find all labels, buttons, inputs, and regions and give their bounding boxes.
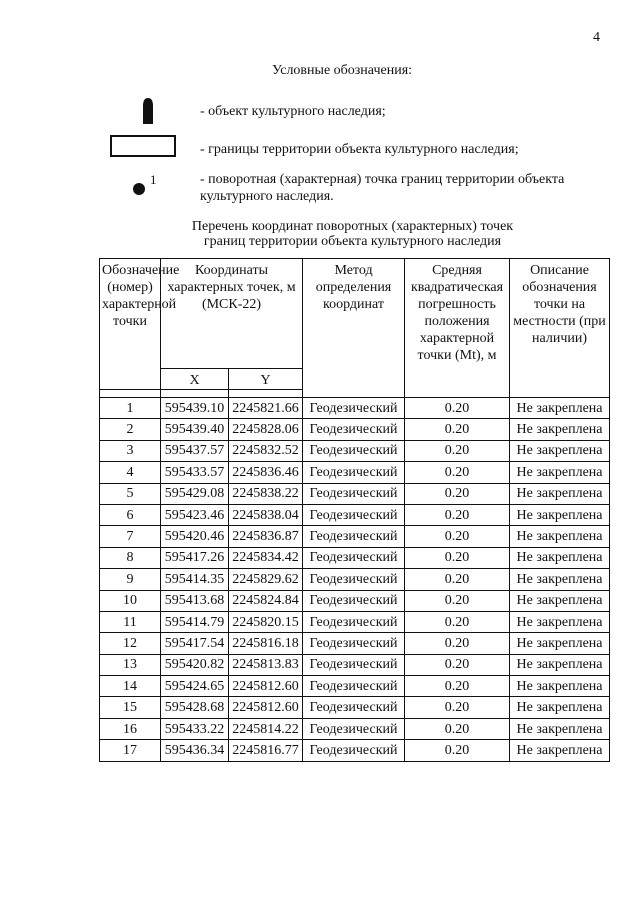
method-cell: Геодезический <box>303 547 405 568</box>
description-cell: Не закреплена <box>510 440 610 461</box>
error-cell: 0.20 <box>405 697 510 718</box>
point-marker-icon <box>133 183 145 195</box>
description-cell: Не закреплена <box>510 398 610 419</box>
error-cell: 0.20 <box>405 398 510 419</box>
description-cell: Не закреплена <box>510 611 610 632</box>
x-coordinate-cell: 595413.68 <box>161 590 229 611</box>
legend-item-border: - границы территории объекта культурного наследия; <box>200 142 519 157</box>
error-cell: 0.20 <box>405 440 510 461</box>
x-coordinate-cell: 595420.82 <box>161 654 229 675</box>
y-coordinate-cell: 2245820.15 <box>229 611 303 632</box>
table-row <box>100 590 610 611</box>
x-coordinate-cell: 595429.08 <box>161 483 229 504</box>
x-coordinate-cell: 595439.40 <box>161 419 229 440</box>
table-row <box>100 697 610 718</box>
method-cell: Геодезический <box>303 483 405 504</box>
method-cell: Геодезический <box>303 611 405 632</box>
y-coordinate-cell: 2245821.66 <box>229 398 303 419</box>
table-row <box>100 419 610 440</box>
x-coordinate-cell: 595428.68 <box>161 697 229 718</box>
y-coordinate-cell: 2245812.60 <box>229 676 303 697</box>
page-number: 4 <box>593 30 600 45</box>
table-title-line-2: границ территории объекта культурного наследия <box>203 234 502 249</box>
legend-item-point: - поворотная (характерная) точка границ территории объекта культурного наследия. <box>200 172 565 204</box>
point-number-cell: 13 <box>100 654 161 675</box>
error-cell: 0.20 <box>405 526 510 547</box>
method-cell: Геодезический <box>303 697 405 718</box>
method-cell: Геодезический <box>303 633 405 654</box>
error-cell: 0.20 <box>405 740 510 761</box>
header-spacer-y <box>229 390 303 398</box>
header-point-designation: Обозначение (номер) характерной точки <box>100 259 161 390</box>
error-cell: 0.20 <box>405 504 510 525</box>
error-cell: 0.20 <box>405 676 510 697</box>
y-coordinate-cell: 2245838.22 <box>229 483 303 504</box>
x-coordinate-cell: 595433.57 <box>161 462 229 483</box>
method-cell: Геодезический <box>303 526 405 547</box>
description-cell: Не закреплена <box>510 462 610 483</box>
description-cell: Не закреплена <box>510 590 610 611</box>
x-coordinate-cell: 595417.26 <box>161 547 229 568</box>
point-marker-label: 1 <box>150 172 157 187</box>
y-coordinate-cell: 2245836.46 <box>229 462 303 483</box>
point-number-cell: 15 <box>100 697 161 718</box>
table-row <box>100 398 610 419</box>
table-row <box>100 440 610 461</box>
header-y: Y <box>229 369 303 390</box>
x-coordinate-cell: 595417.54 <box>161 633 229 654</box>
table-row <box>100 526 610 547</box>
table-row <box>100 654 610 675</box>
x-coordinate-cell: 595414.79 <box>161 611 229 632</box>
x-coordinate-cell: 595436.34 <box>161 740 229 761</box>
table-row <box>100 547 610 568</box>
y-coordinate-cell: 2245816.18 <box>229 633 303 654</box>
y-coordinate-cell: 2245812.60 <box>229 697 303 718</box>
point-number-cell: 12 <box>100 633 161 654</box>
header-spacer-x <box>161 390 229 398</box>
y-coordinate-cell: 2245834.42 <box>229 547 303 568</box>
table-title-line-1: Перечень координат поворотных (характерных) точек <box>191 219 514 234</box>
x-coordinate-cell: 595424.65 <box>161 676 229 697</box>
point-number-cell: 2 <box>100 419 161 440</box>
point-number-cell: 9 <box>100 569 161 590</box>
header-spacer <box>100 390 161 398</box>
method-cell: Геодезический <box>303 504 405 525</box>
description-cell: Не закреплена <box>510 569 610 590</box>
table-row <box>100 633 610 654</box>
header-x: X <box>161 369 229 390</box>
point-number-cell: 11 <box>100 611 161 632</box>
error-cell: 0.20 <box>405 547 510 568</box>
y-coordinate-cell: 2245813.83 <box>229 654 303 675</box>
table-row <box>100 740 610 761</box>
description-cell: Не закреплена <box>510 676 610 697</box>
x-coordinate-cell: 595414.35 <box>161 569 229 590</box>
method-cell: Геодезический <box>303 740 405 761</box>
table-row <box>100 718 610 739</box>
method-cell: Геодезический <box>303 676 405 697</box>
legend-item-monument: - объект культурного наследия; <box>200 104 386 119</box>
x-coordinate-cell: 595433.22 <box>161 718 229 739</box>
description-cell: Не закреплена <box>510 483 610 504</box>
error-cell: 0.20 <box>405 611 510 632</box>
description-cell: Не закреплена <box>510 740 610 761</box>
point-number-cell: 16 <box>100 718 161 739</box>
method-cell: Геодезический <box>303 462 405 483</box>
error-cell: 0.20 <box>405 483 510 504</box>
error-cell: 0.20 <box>405 419 510 440</box>
error-cell: 0.20 <box>405 569 510 590</box>
description-cell: Не закреплена <box>510 547 610 568</box>
error-cell: 0.20 <box>405 462 510 483</box>
table-row <box>100 504 610 525</box>
coordinates-table <box>99 258 610 762</box>
method-cell: Геодезический <box>303 569 405 590</box>
x-coordinate-cell: 595439.10 <box>161 398 229 419</box>
method-cell: Геодезический <box>303 419 405 440</box>
table-row <box>100 676 610 697</box>
y-coordinate-cell: 2245828.06 <box>229 419 303 440</box>
method-cell: Геодезический <box>303 654 405 675</box>
x-coordinate-cell: 595423.46 <box>161 504 229 525</box>
y-coordinate-cell: 2245814.22 <box>229 718 303 739</box>
method-cell: Геодезический <box>303 590 405 611</box>
y-coordinate-cell: 2245824.84 <box>229 590 303 611</box>
table-row <box>100 483 610 504</box>
table-row <box>100 611 610 632</box>
y-coordinate-cell: 2245836.87 <box>229 526 303 547</box>
description-cell: Не закреплена <box>510 718 610 739</box>
point-number-cell: 5 <box>100 483 161 504</box>
point-number-cell: 3 <box>100 440 161 461</box>
table-row <box>100 569 610 590</box>
description-cell: Не закреплена <box>510 526 610 547</box>
table-title <box>100 219 605 249</box>
error-cell: 0.20 <box>405 633 510 654</box>
description-cell: Не закреплена <box>510 654 610 675</box>
table-row <box>100 462 610 483</box>
x-coordinate-cell: 595437.57 <box>161 440 229 461</box>
point-number-cell: 4 <box>100 462 161 483</box>
point-number-cell: 17 <box>100 740 161 761</box>
point-number-cell: 6 <box>100 504 161 525</box>
monument-icon <box>141 98 155 124</box>
header-error: Средняя квадратическая погрешность положения характерной точки (Mt), м <box>405 259 510 398</box>
header-method: Метод определения координат <box>303 259 405 398</box>
y-coordinate-cell: 2245832.52 <box>229 440 303 461</box>
header-coordinates: Координаты характерных точек, м (МСК-22) <box>161 259 303 369</box>
description-cell: Не закреплена <box>510 633 610 654</box>
y-coordinate-cell: 2245816.77 <box>229 740 303 761</box>
method-cell: Геодезический <box>303 398 405 419</box>
description-cell: Не закреплена <box>510 504 610 525</box>
y-coordinate-cell: 2245829.62 <box>229 569 303 590</box>
method-cell: Геодезический <box>303 718 405 739</box>
header-description: Описание обозначения точки на местности (при наличии) <box>510 259 610 398</box>
point-number-cell: 7 <box>100 526 161 547</box>
x-coordinate-cell: 595420.46 <box>161 526 229 547</box>
point-number-cell: 10 <box>100 590 161 611</box>
description-cell: Не закреплена <box>510 419 610 440</box>
border-rectangle-icon <box>110 135 176 157</box>
description-cell: Не закреплена <box>510 697 610 718</box>
y-coordinate-cell: 2245838.04 <box>229 504 303 525</box>
point-number-cell: 1 <box>100 398 161 419</box>
error-cell: 0.20 <box>405 718 510 739</box>
point-number-cell: 14 <box>100 676 161 697</box>
method-cell: Геодезический <box>303 440 405 461</box>
point-number-cell: 8 <box>100 547 161 568</box>
error-cell: 0.20 <box>405 654 510 675</box>
legend-title: Условные обозначения: <box>272 63 413 78</box>
error-cell: 0.20 <box>405 590 510 611</box>
